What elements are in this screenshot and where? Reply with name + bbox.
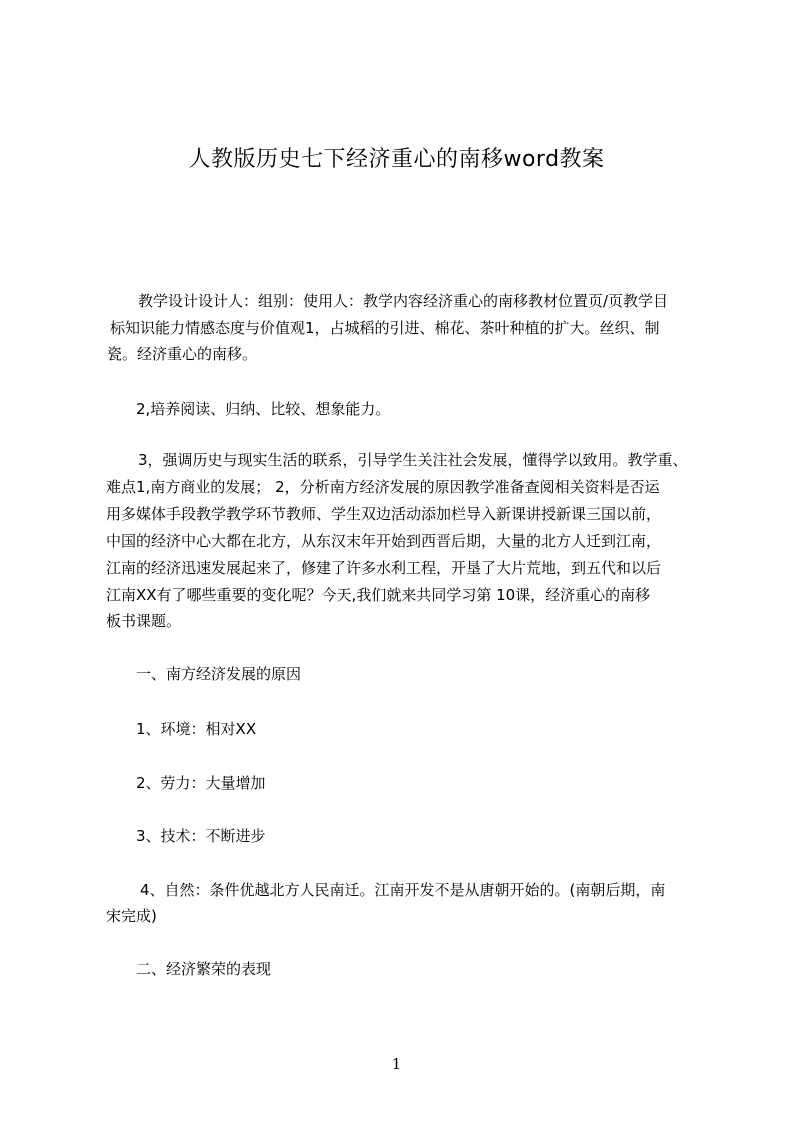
list-item-4-line-1: 4、自然：条件优越北方人民南迁。江南开发不是从唐朝开始的。(南朝后期，南 <box>140 881 666 899</box>
list-item-1: 1、环境：相对XX <box>136 720 257 738</box>
paragraph-3-line-1: 3，强调历史与现实生活的联系，引导学生关注社会发展，懂得学以致用。教学重、 <box>138 451 688 469</box>
paragraph-3-line-2: 难点1,南方商业的发展； 2，分析南方经济发展的原因教学准备查阅相关资料是否运 <box>106 478 660 496</box>
section-heading-1: 一、南方经济发展的原因 <box>136 665 302 683</box>
paragraph-1-line-1: 教学设计设计人：组别：使用人：教学内容经济重心的南移教材位置页/页教学目 <box>138 292 669 310</box>
paragraph-3-line-7: 板书课题。 <box>106 612 182 630</box>
list-item-3: 3、技术：不断进步 <box>136 827 266 845</box>
paragraph-1-line-2: 标知识能力情感态度与价值观1，占城稻的引进、棉花、茶叶种植的扩大。丝织、制 <box>110 319 660 337</box>
page-number: 1 <box>391 1055 402 1073</box>
paragraph-3-line-6: 江南XX有了哪些重要的变化呢？今天,我们就来共同学习第 10课，经济重心的南移 <box>106 586 651 604</box>
paragraph-3-line-3: 用多媒体手段教学教学环节教师、学生双边活动添加栏导入新课讲授新课三国以前， <box>106 505 662 523</box>
paragraph-2-line-1: 2,培养阅读、归纳、比较、想象能力。 <box>136 400 391 418</box>
paragraph-3-line-5: 江南的经济迅速发展起来了，修建了许多水利工程，开垦了大片荒地，到五代和以后 <box>106 559 662 577</box>
document-title: 人教版历史七下经济重心的南移word教案 <box>188 147 605 172</box>
section-heading-2: 二、经济繁荣的表现 <box>136 960 272 978</box>
paragraph-1-line-3: 瓷。经济重心的南移。 <box>107 345 258 363</box>
list-item-4-line-2: 宋完成) <box>106 907 157 925</box>
list-item-2: 2、劳力：大量增加 <box>136 774 266 792</box>
paragraph-3-line-4: 中国的经济中心大都在北方，从东汉末年开始到西晋后期，大量的北方人迁到江南， <box>106 532 662 550</box>
